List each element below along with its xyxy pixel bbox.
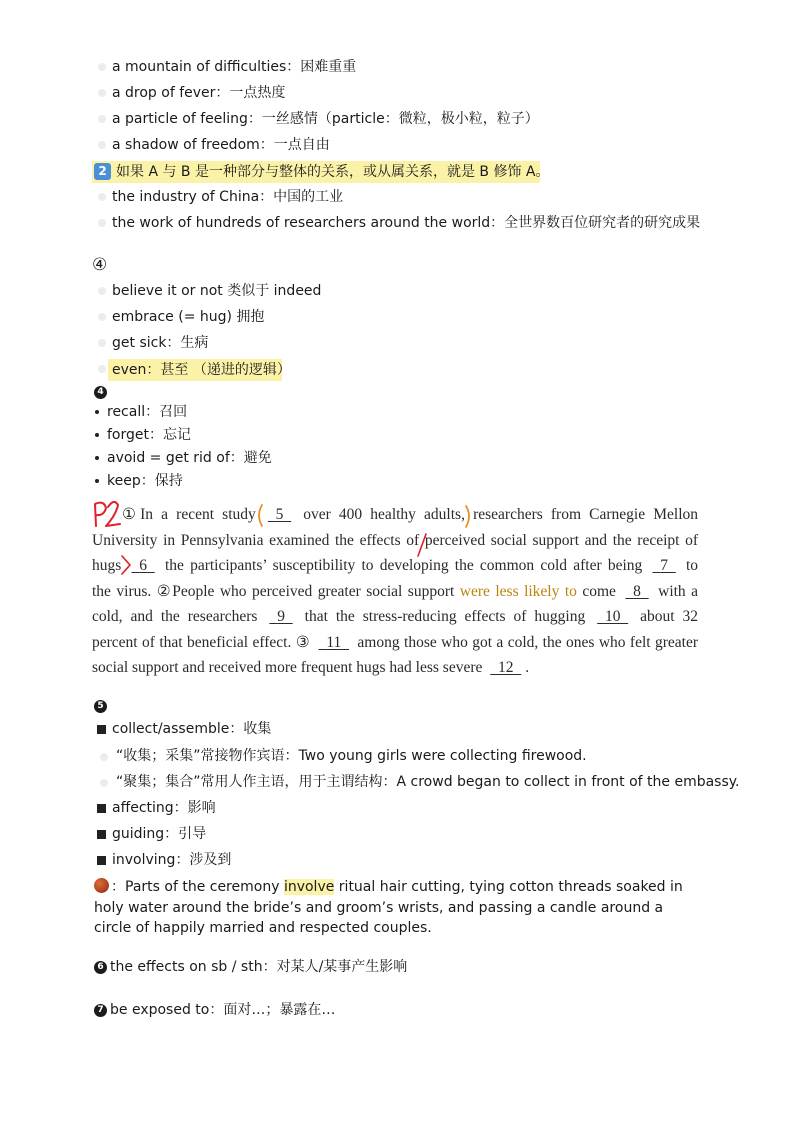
passage-text: social support and received more frequent hugs had less severe	[92, 659, 483, 676]
answer-blank-11[interactable]	[315, 630, 353, 656]
vocab-item: a mountain of difficulties：困难重重	[112, 59, 357, 75]
section-number-badge: 4	[94, 386, 107, 399]
vocab-item: collect/assemble：收集	[112, 721, 272, 737]
vocab-item: a shadow of freedom：一点自由	[112, 137, 330, 153]
square-bullet	[97, 725, 106, 734]
bullet	[95, 433, 99, 437]
answer-blank-10[interactable]	[593, 604, 632, 630]
section-number-badge: 5	[94, 700, 107, 713]
section-marker: ④	[92, 255, 108, 275]
vocab-item: guiding：引导	[112, 826, 207, 842]
passage-text: ①In a recent study	[122, 506, 256, 523]
blank-number: 5	[275, 506, 284, 523]
answer-blank-7[interactable]	[649, 553, 680, 579]
blank-number: 8	[633, 582, 641, 600]
passage-line	[92, 553, 698, 579]
passage-text: researchers from Carnegie Mellon	[473, 506, 698, 523]
blank-number: 7	[660, 557, 668, 574]
vocab-item: a particle of feeling：一丝感情（particle：微粒，极小粒，粒子）	[112, 111, 539, 127]
blank-number: 10	[604, 608, 621, 625]
passage-text: about 32	[640, 608, 699, 625]
vocab-item: keep：保持	[107, 473, 183, 489]
bullet-dot	[98, 89, 106, 97]
vocab-item: forget：忘记	[107, 427, 191, 443]
vocab-item: get sick：生病	[112, 335, 209, 351]
passage-line	[92, 655, 698, 681]
passage-line	[92, 528, 698, 554]
rule-number-badge: 2	[94, 163, 111, 180]
bullet-dot	[98, 219, 106, 227]
blank-number: 9	[277, 608, 285, 625]
vocab-item: a drop of fever：一点热度	[112, 85, 286, 101]
square-bullet	[97, 830, 106, 839]
passage-line	[92, 630, 698, 656]
bullet-dot	[98, 339, 106, 347]
blank-number: 12	[498, 659, 514, 676]
highlighted-word: involve	[283, 879, 335, 895]
answer-blank-5[interactable]	[264, 502, 295, 528]
vocab-item: believe it or not 类似于 indeed	[112, 283, 322, 299]
vocab-item: be exposed to：面对…；暴露在…	[110, 1002, 336, 1018]
bullet	[95, 410, 99, 414]
section-number-badge: 6	[94, 961, 107, 974]
passage-text: the participants’ susceptibility to developing the common cold after being	[164, 557, 643, 574]
blank-number: 11	[326, 633, 342, 651]
vocab-subitem: “收集；采集”常接物作宾语：Two young girls were collecting firewood.	[116, 748, 587, 764]
passage-text: percent of that beneficial effect. ③	[92, 633, 311, 651]
passage-text: University in Pennsylvania examined the effects of	[92, 531, 420, 549]
handwritten-p2-label	[95, 502, 120, 526]
example-text: ：Parts of the ceremony	[111, 879, 284, 895]
bullet	[95, 479, 99, 483]
square-bullet	[97, 804, 106, 813]
bullet-dot	[98, 115, 106, 123]
passage-text: among those who got a cold, the ones who felt greater	[357, 633, 699, 651]
passage-text: hugs	[92, 557, 122, 574]
answer-blank-8[interactable]	[621, 579, 652, 605]
example-sentence	[94, 877, 704, 939]
answer-blank-12[interactable]	[486, 655, 525, 681]
blank-number: 6	[139, 557, 147, 574]
passage-line	[92, 579, 698, 605]
vocab-subitem: “聚集；集合”常用人作主语，用于主谓结构：A crowd began to collect in front of the embassy.	[116, 774, 740, 790]
bullet-dot	[100, 753, 108, 761]
bullet-dot	[98, 141, 106, 149]
passage-line	[122, 502, 698, 528]
answer-blank-9[interactable]	[265, 604, 296, 630]
passage-text: that the stress-reducing effects of hugging	[304, 608, 586, 625]
vocab-item: affecting：影响	[112, 800, 216, 816]
rule-text: 如果 A 与 B 是一种部分与整体的关系，或从属关系，就是 B 修饰 A。	[116, 164, 550, 180]
passage-text: the virus. ②People who perceived greater social support	[92, 582, 455, 600]
example-ball-icon	[94, 878, 109, 893]
passage-text: perceived social support and the receipt of	[424, 531, 699, 549]
bullet-dot	[98, 313, 106, 321]
vocab-item: recall：召回	[107, 404, 188, 420]
vocab-item: the industry of China：中国的工业	[112, 189, 344, 205]
passage-line	[92, 604, 698, 630]
section-number-badge: 7	[94, 1004, 107, 1017]
bullet-dot	[100, 779, 108, 787]
vocab-item: the work of hundreds of researchers around the world：全世界数百位研究者的研究成果	[112, 215, 701, 231]
vocab-item: the effects on sb / sth：对某人/某事产生影响	[110, 959, 408, 975]
vocab-item: involving：涉及到	[112, 852, 232, 868]
passage-text: over 400 healthy adults,	[303, 506, 465, 523]
passage-text: cold, and the researchers	[92, 608, 258, 625]
passage-text: come	[582, 582, 616, 600]
vocab-item: even：甚至 （递进的逻辑）	[112, 362, 291, 378]
square-bullet	[97, 856, 106, 865]
highlighted-phrase: were less likely to	[459, 582, 577, 600]
bullet-dot	[98, 63, 106, 71]
answer-blank-6[interactable]	[128, 553, 159, 579]
passage-paragraph	[92, 528, 698, 681]
passage-text: .	[525, 659, 530, 676]
passage-text: with a	[658, 582, 699, 600]
bullet-dot	[98, 193, 106, 201]
bullet-dot	[98, 287, 106, 295]
passage-paragraph	[122, 502, 698, 528]
vocab-item: avoid = get rid of：避免	[107, 450, 272, 466]
bullet	[95, 456, 99, 460]
passage-text: to	[685, 557, 699, 574]
vocab-item: embrace (= hug) 拥抱	[112, 309, 265, 325]
bullet-dot	[98, 365, 106, 373]
example-text: ritual hair cutting, tying cotton threads soaked in holy water around the bride’s and groom’s wrists, and passing a candle around a circle of happily married and respected couples.	[94, 879, 683, 936]
